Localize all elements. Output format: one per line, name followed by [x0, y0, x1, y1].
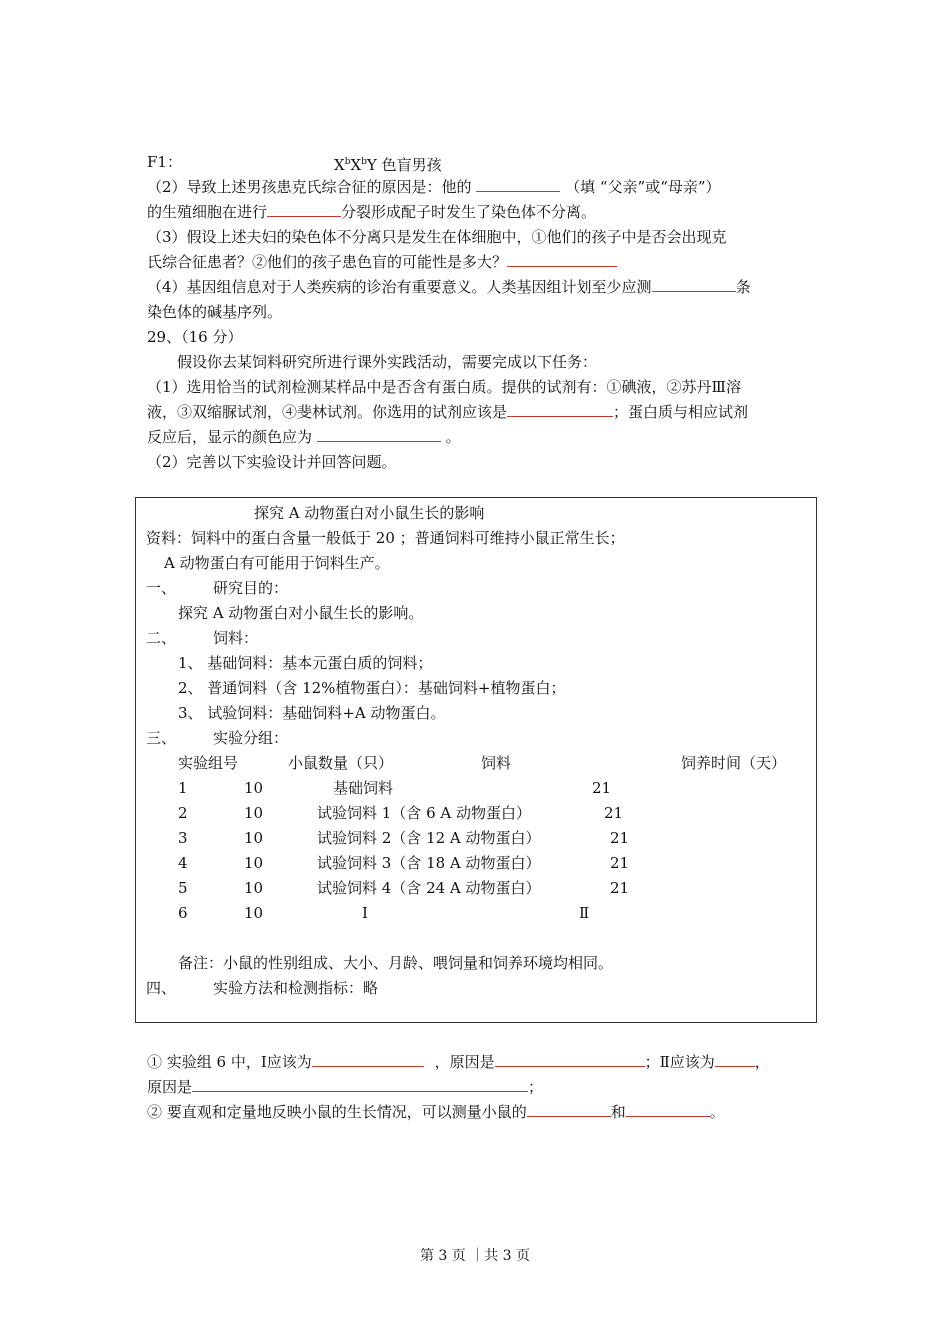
table-row-1-count: 10 [244, 779, 264, 797]
q3-line-2: 氏综合征患者？②他们的孩子患色盲的可能性是多大？ [147, 252, 617, 272]
q2-line-2: 的生殖细胞在进行 分裂形成配子时发生了染色体不分离。 [147, 203, 597, 221]
q29-1-line-3: 反应后，显示的颜色应为 。 [147, 428, 461, 446]
table-row-4-count: 10 [244, 854, 264, 872]
feed-item-1: 1、 基础饲料：基本元蛋白质的饲料； [178, 654, 433, 672]
page-number: 第 3 页 ｜共 3 页 [419, 1248, 531, 1264]
q4-line-1: （4）基因组信息对于人类疾病的诊治有重要意义。人类基因组计划至少应测 条 [147, 278, 751, 296]
answer-blank-division[interactable] [267, 202, 341, 217]
feed-item-3: 3、 试验饲料：基础饲料+A 动物蛋白。 [178, 704, 446, 722]
answer-line-1: ① 实验组 6 中，Ⅰ应该为 ，原因是 ；Ⅱ应该为 ， [147, 1053, 770, 1071]
table-row-5-group: 5 [178, 879, 188, 897]
table-header-count: 小鼠数量（只） [288, 754, 394, 772]
answer-blank-color[interactable] [317, 427, 441, 442]
table-row-6-feed: Ⅰ [362, 904, 368, 922]
table-row-6-count: 10 [244, 904, 264, 922]
q29-heading: 29、（16 分） [147, 328, 243, 346]
section-1-title: 研究目的： [213, 579, 289, 597]
answer-line-3: ② 要直观和定量地反映小鼠的生长情况，可以测量小鼠的 和 。 [147, 1103, 725, 1121]
section-1-text: 探究 A 动物蛋白对小鼠生长的影响。 [178, 604, 424, 622]
f1-line [147, 152, 182, 172]
table-row-2-group: 2 [178, 804, 188, 822]
answer-blank-probability[interactable] [507, 252, 617, 267]
table-row-6-group: 6 [178, 904, 188, 922]
section-1-number: 一、 [146, 579, 177, 597]
answer-blank-reagent[interactable] [507, 402, 613, 417]
info-line-1: 资料：饲料中的蛋白含量一般低于 20 ；普通饲料可维持小鼠正常生长； [146, 529, 625, 547]
table-header-group: 实验组号 [178, 754, 239, 772]
q29-2: （2）完善以下实验设计并回答问题。 [147, 453, 397, 471]
table-row-3-feed: 试验饲料 2（含 12 A 动物蛋白） [317, 829, 541, 847]
answer-blank-measure-2[interactable] [626, 1102, 710, 1117]
table-row-4-days: 21 [610, 854, 630, 872]
answer-line-2: 原因是 ； [147, 1078, 544, 1096]
info-line-2: A 动物蛋白有可能用于饲料生产。 [164, 554, 390, 572]
box-title: 探究 A 动物蛋白对小鼠生长的影响 [254, 504, 485, 522]
table-row-6-days: Ⅱ [579, 904, 590, 922]
f1-genotype: $X^bX^bY$ 色盲男孩 [334, 156, 442, 174]
section-4-title: 实验方法和检测指标：略 [213, 979, 379, 997]
table-row-2-feed: 试验饲料 1（含 6 A 动物蛋白） [317, 804, 531, 822]
table-row-5-count: 10 [244, 879, 264, 897]
answer-blank-reason-I[interactable] [495, 1052, 645, 1067]
answer-blank-reason-II[interactable] [192, 1077, 528, 1092]
table-note: 备注：小鼠的性别组成、大小、月龄、喂饲量和饲养环境均相同。 [178, 954, 614, 972]
answer-blank-measure-1[interactable] [527, 1102, 611, 1117]
q3-line-1: （3）假设上述夫妇的染色体不分离只是发生在体细胞中，①他们的孩子中是否会出现克 [147, 228, 727, 246]
table-row-1-feed: 基础饲料 [333, 779, 394, 797]
q2-line-1: （2）导致上述男孩患克氏综合征的原因是：他的 （填 “父亲”或“母亲”） [147, 178, 721, 196]
table-header-feed: 饲料 [481, 754, 512, 772]
answer-blank-I[interactable] [312, 1052, 424, 1067]
q4-line-2: 染色体的碱基序列。 [147, 303, 283, 321]
f1-label: F1： [147, 153, 182, 171]
table-row-2-count: 10 [244, 804, 264, 822]
table-row-3-count: 10 [244, 829, 264, 847]
feed-item-2: 2、 普通饲料（含 12%植物蛋白）：基础饲料+植物蛋白； [178, 679, 566, 697]
experiment-box [135, 497, 817, 1023]
section-4-number: 四、 [146, 979, 177, 997]
section-3-title: 实验分组： [213, 729, 289, 747]
page-footer [0, 1246, 950, 1266]
answer-blank-parent[interactable] [476, 177, 560, 192]
table-row-4-group: 4 [178, 854, 188, 872]
section-2-title: 饲料： [213, 629, 259, 647]
table-row-1-days: 21 [592, 779, 612, 797]
table-row-1-group: 1 [178, 779, 188, 797]
q29-1-line-2: 液，③双缩脲试剂，④斐林试剂。你选用的试剂应该是 ；蛋白质与相应试剂 [147, 403, 749, 421]
table-row-3-group: 3 [178, 829, 188, 847]
section-2-number: 二、 [146, 629, 177, 647]
answer-blank-chromosomes[interactable] [652, 277, 736, 292]
table-header-days: 饲养时间（天） [681, 754, 787, 772]
q29-1-line-1: （1）选用恰当的试剂检测某样品中是否含有蛋白质。提供的试剂有：①碘液，②苏丹Ⅲ溶 [147, 378, 742, 396]
section-3-number: 三、 [146, 729, 177, 747]
table-row-3-days: 21 [610, 829, 630, 847]
table-row-4-feed: 试验饲料 3（含 18 A 动物蛋白） [317, 854, 541, 872]
table-row-5-days: 21 [610, 879, 630, 897]
q29-intro: 假设你去某饲料研究所进行课外实践活动，需要完成以下任务： [177, 353, 598, 371]
table-row-5-feed: 试验饲料 4（含 24 A 动物蛋白） [317, 879, 541, 897]
answer-blank-II[interactable] [715, 1052, 755, 1067]
table-row-2-days: 21 [604, 804, 624, 822]
